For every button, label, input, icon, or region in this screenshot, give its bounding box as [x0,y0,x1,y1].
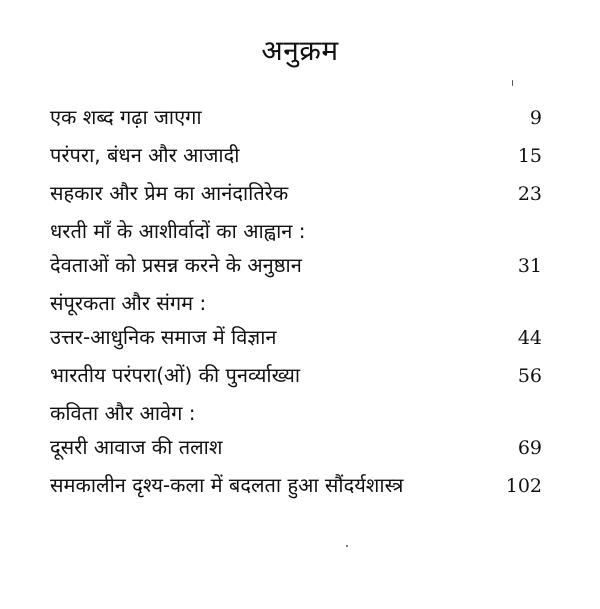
toc-page-number: 56 [517,365,542,387]
toc-entry [50,358,542,392]
toc-entry-subtitle: दूसरी आवाज की तलाश [50,435,223,459]
toc-entry-title: कविता और आवेग : [50,401,196,425]
toc-entry-title: भारतीय परंपरा(ओं) की पुनर्व्याख्या [50,363,301,387]
toc-entry [50,286,542,354]
toc-page-number: 44 [517,327,542,349]
toc-entry-title: परंपरा, बंधन और आजादी [50,143,240,167]
toc-page-number: 102 [505,475,542,497]
toc-entry-title: समकालीन दृश्य-कला में बदलता हुआ सौंदर्यशास्त्र [50,473,404,497]
toc-entry-title: संपूरकता और संगम : [50,291,207,315]
print-speck [512,80,513,86]
toc-page-number: 15 [517,145,542,167]
toc-entry [50,396,542,464]
toc-entry-title: एक शब्द गढ़ा जाएगा [50,105,202,129]
toc-entry-subtitle: उत्तर-आधुनिक समाज में विज्ञान [50,325,277,349]
toc-entry [50,176,542,210]
toc-entry [50,138,542,172]
table-of-contents [50,100,542,502]
toc-page-number: 9 [529,107,542,129]
toc-entry-subtitle: देवताओं को प्रसन्न करने के अनुष्ठान [50,253,302,277]
toc-entry [50,214,542,282]
print-speck [346,545,348,547]
page-title: अनुक्रम [261,34,339,67]
toc-page-number: 69 [517,437,542,459]
toc-entry-title: धरती माँ के आशीर्वादों का आह्वान : [50,219,306,243]
toc-page-number: 31 [517,255,542,277]
toc-page-number: 23 [517,183,542,205]
toc-entry [50,100,542,134]
toc-entry [50,468,542,502]
toc-entry-title: सहकार और प्रेम का आनंदातिरेक [50,181,289,205]
